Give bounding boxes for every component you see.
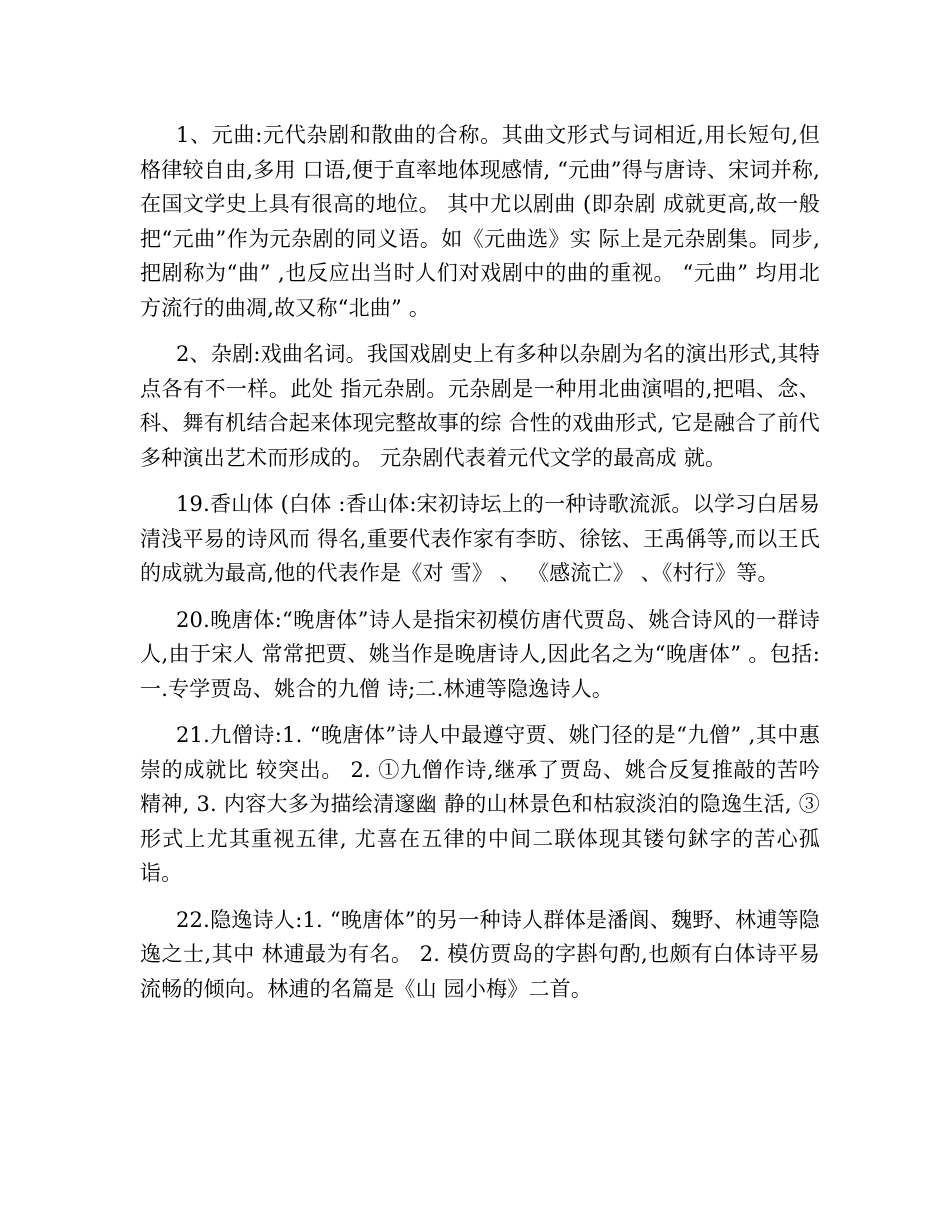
- paragraph-wantangti: 20.晚唐体:“晚唐体”诗人是指宋初模仿唐代贾岛、姚合诗风的一群诗人,由于宋人 常常把贾、姚当作是晚唐诗人,因此名之为“晚唐体” 。包括:一.专学贾岛、姚合的九僧 诗;二.林逋等隐逸诗人。: [140, 607, 820, 701]
- paragraph-yinyi-shiren: 22.隐逸诗人:1. “晚唐体”的另一种诗人群体是潘阆、魏野、林逋等隐逸之士,其中 林逋最为有名。 2. 模仿贾岛的字斟句酌,也颇有白体诗平易流畅的倾向。林逋的名篇是《山 园小梅》二首。: [140, 907, 820, 1001]
- paragraph-zaju: 2、杂剧:戏曲名词。我国戏剧史上有多种以杂剧为名的演出形式,其特点各有不一样。此处 指元杂剧。元杂剧是一种用北曲演唱的,把唱、念、科、舞有机结合起来体现完整故事的综 合性的戏曲形式, 它是融合了前代多种演出艺术而形成的。 元杂剧代表着元代文学的最高成 就。: [140, 342, 820, 470]
- paragraph-xiangshanti: 19.香山体 (白体 :香山体:宋初诗坛上的一种诗歌流派。以学习白居易清浅平易的诗风而 得名,重要代表作家有李昉、徐铉、王禹偁等,而以王氏的成就为最高,他的代表作是《对 雪》 、 《感流亡》 、《村行》等。: [140, 492, 820, 585]
- paragraph-jiusengshi: 21.九僧诗:1. “晚唐体”诗人中最遵守贾、姚门径的是“九僧” ,其中惠崇的成就比 较突出。 2. ①九僧作诗,继承了贾岛、姚合反复推敲的苦吟精神, 3. 内容大多为描绘清邃幽 静的山林景色和枯寂淡泊的隐逸生活, ③形式上尤其重视五律, 尤喜在五律的中间二联体现其镂句鉥字的苦心孤诣。: [140, 723, 820, 885]
- document-body: [140, 118, 820, 1018]
- paragraph-yuanqu: 1、元曲:元代杂剧和散曲的合称。其曲文形式与词相近,用长短句,但格律较自由,多用 口语,便于直率地体现感情, “元曲”得与唐诗、宋词并称,在国文学史上具有很高的地位。 其中尤以剧曲 (即杂剧 成就更高,故一般把“元曲”作为元杂剧的同义语。如《元曲选》实 际上是元杂剧集。同步,把剧称为“曲” ,也反应出当时人们对戏剧中的曲的重视。 “元曲” 均用北方流行的曲凋,故又称“北曲” 。: [140, 123, 820, 320]
